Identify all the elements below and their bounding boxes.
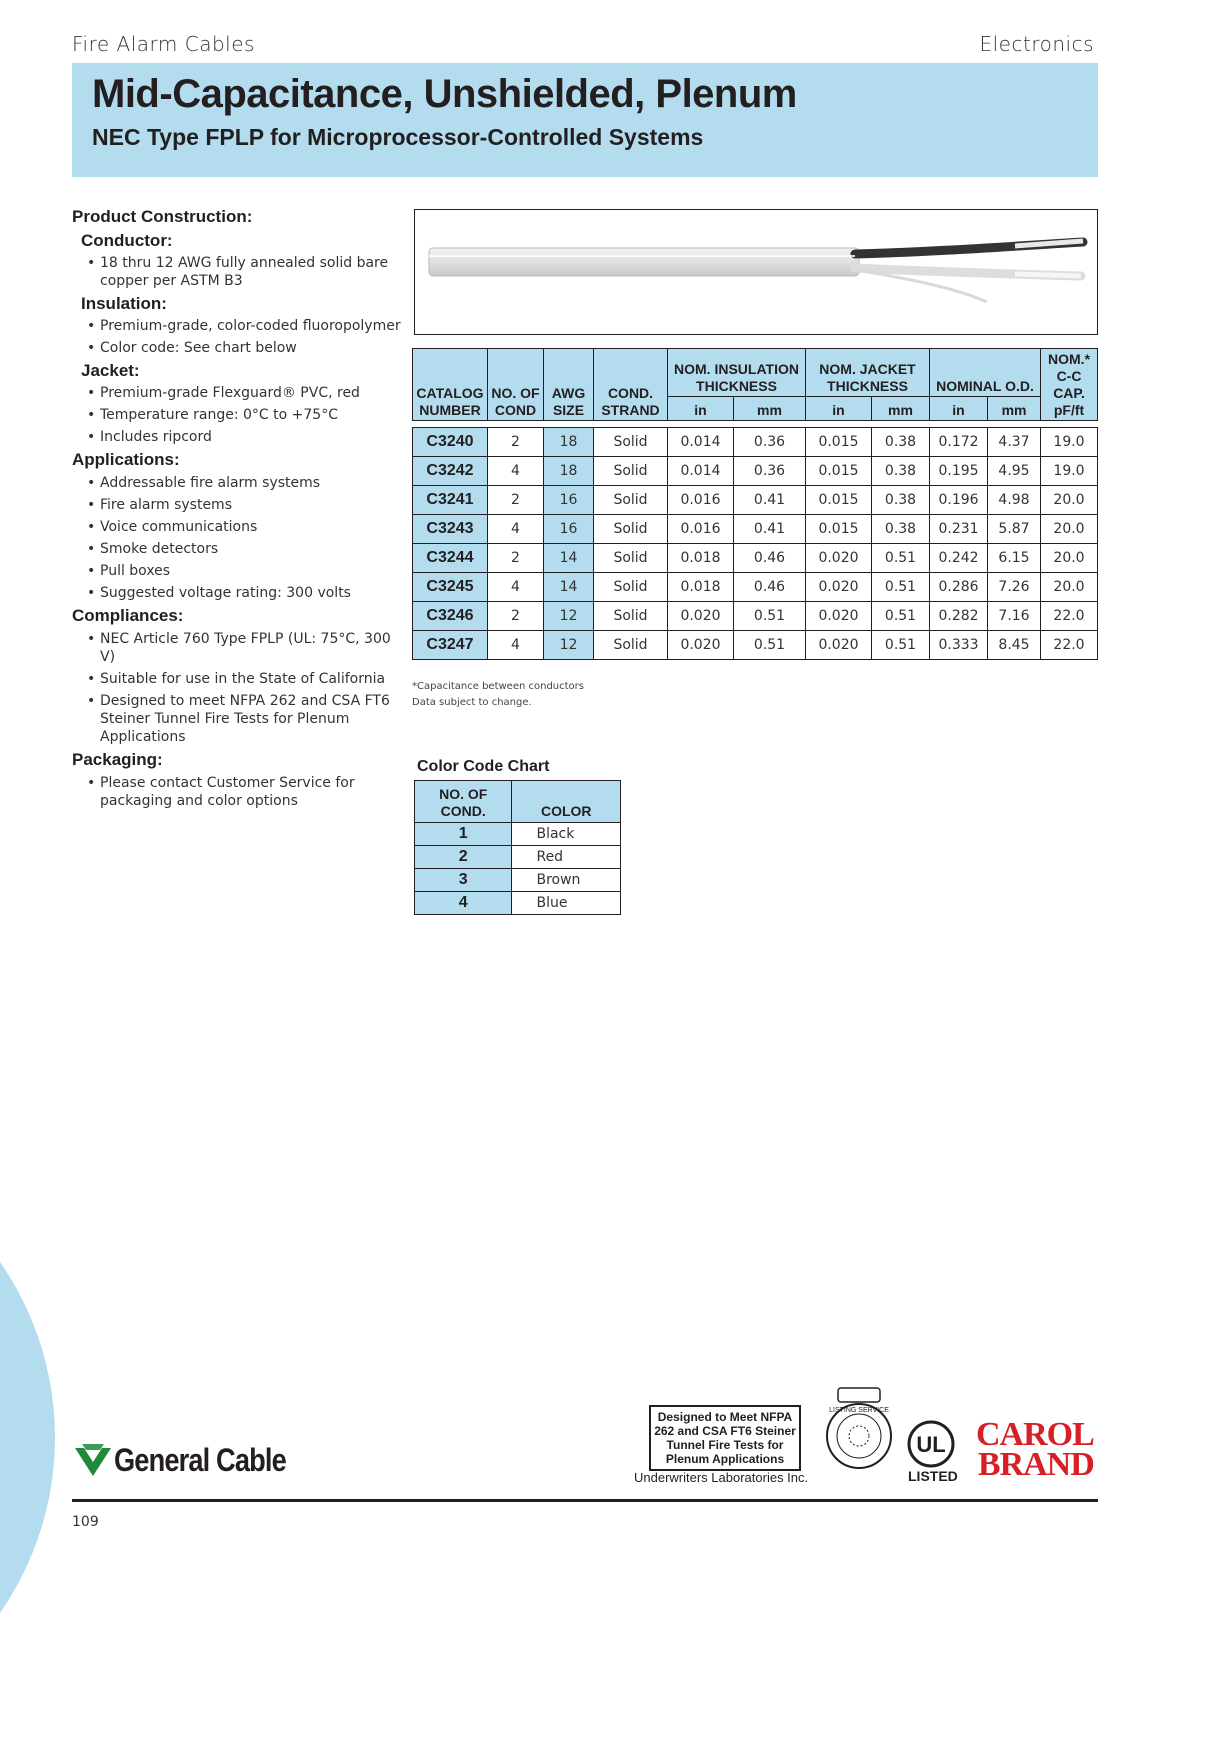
spacer [413, 421, 1098, 428]
color-code-table [414, 780, 621, 915]
cell: 14 [544, 544, 594, 573]
cell: Solid [594, 457, 668, 486]
cell: 0.196 [930, 486, 988, 515]
cell: 0.015 [806, 486, 872, 515]
cell: Solid [594, 544, 668, 573]
cell: 0.51 [872, 631, 930, 660]
list-item: • Suggested voltage rating: 300 volts [87, 584, 402, 602]
cell: 2 [488, 486, 544, 515]
table-row [413, 486, 1098, 515]
cell: 7.26 [988, 573, 1041, 602]
cell: 12 [544, 631, 594, 660]
cell: Solid [594, 428, 668, 457]
cell: 0.38 [872, 457, 930, 486]
cell: 20.0 [1041, 515, 1098, 544]
cell: 0.016 [668, 515, 734, 544]
table-row [413, 515, 1098, 544]
list-item: • 18 thru 12 AWG fully annealed solid bare copper per ASTM B3 [87, 254, 402, 290]
packaging-heading: Packaging: [72, 750, 163, 769]
cell: 0.172 [930, 428, 988, 457]
cell: 0.41 [734, 515, 806, 544]
applications-heading: Applications: [72, 450, 180, 469]
cell: 4.95 [988, 457, 1041, 486]
cell: 16 [544, 486, 594, 515]
cell: Solid [594, 486, 668, 515]
catalog-number: C3244 [413, 544, 488, 573]
list-item: • Premium-grade Flexguard® PVC, red [87, 384, 402, 402]
list-item: • Temperature range: 0°C to +75°C [87, 406, 402, 424]
cell: 0.018 [668, 573, 734, 602]
cell: 4.37 [988, 428, 1041, 457]
page-title: Mid-Capacitance, Unshielded, Plenum [92, 72, 797, 116]
list-item: • NEC Article 760 Type FPLP (UL: 75°C, 300 V) [87, 630, 402, 666]
ul-inc-label: Underwriters Laboratories Inc. [634, 1470, 809, 1485]
cell: 0.016 [668, 486, 734, 515]
color-name: Black [512, 823, 621, 846]
ul-listed-icon [906, 1420, 956, 1468]
cell: 0.015 [806, 428, 872, 457]
list-item: • Premium-grade, color-coded fluoropolymer [87, 317, 402, 335]
cell: 4 [488, 515, 544, 544]
cell: 0.014 [668, 457, 734, 486]
cell: 4.98 [988, 486, 1041, 515]
product-construction-heading: Product Construction: [72, 207, 253, 226]
table-row [415, 823, 621, 846]
ul-mark: UL [916, 1432, 946, 1457]
cell: 20.0 [1041, 573, 1098, 602]
footer-divider [72, 1499, 1098, 1502]
cell: 0.195 [930, 457, 988, 486]
list-item: • Includes ripcord [87, 428, 402, 446]
cell: 2 [488, 602, 544, 631]
cell: 2 [488, 428, 544, 457]
color-chart-title: Color Code Chart [417, 758, 550, 775]
cell: 7.16 [988, 602, 1041, 631]
compliances-heading: Compliances: [72, 606, 184, 625]
unit-mm: mm [988, 397, 1041, 421]
cond-number: 1 [415, 823, 512, 846]
cond-number: 4 [415, 892, 512, 915]
capacitance-note: *Capacitance between conductors [412, 681, 584, 692]
cell: 0.38 [872, 486, 930, 515]
jacket-heading: Jacket: [81, 361, 140, 380]
cell: 8.45 [988, 631, 1041, 660]
list-item: • Addressable fire alarm systems [87, 474, 402, 492]
catalog-number: C3246 [413, 602, 488, 631]
cell: 0.286 [930, 573, 988, 602]
cell: 2 [488, 544, 544, 573]
col-capacitance: NOM.* C-C CAP. pF/ft [1041, 349, 1098, 421]
category-label: Electronics [979, 32, 1094, 56]
catalog-number: C3241 [413, 486, 488, 515]
cell: 16 [544, 515, 594, 544]
catalog-number: C3243 [413, 515, 488, 544]
unit-in: in [930, 397, 988, 421]
col-catalog-number: CATALOG NUMBER [413, 349, 488, 421]
cell: 0.242 [930, 544, 988, 573]
cell: 0.020 [668, 602, 734, 631]
color-name: Blue [512, 892, 621, 915]
cell: 0.020 [668, 631, 734, 660]
carol-text: CAROL [976, 1416, 1094, 1453]
cell: 20.0 [1041, 486, 1098, 515]
cell: 19.0 [1041, 428, 1098, 457]
list-item: • Smoke detectors [87, 540, 402, 558]
col-cond-strand: COND. STRAND [594, 349, 668, 421]
compliances-list [72, 630, 402, 746]
cell: 22.0 [1041, 631, 1098, 660]
cell: Solid [594, 602, 668, 631]
seal-text: LISTING SERVICE [829, 1407, 889, 1414]
page-subtitle: NEC Type FPLP for Microprocessor-Controlled Systems [92, 124, 704, 150]
cond-number: 2 [415, 846, 512, 869]
color-name: Red [512, 846, 621, 869]
carol-brand-logo [976, 1416, 1094, 1483]
california-listing-seal-icon [820, 1386, 898, 1474]
cell: Solid [594, 515, 668, 544]
cell: 18 [544, 428, 594, 457]
cell: 19.0 [1041, 457, 1098, 486]
unit-mm: mm [734, 397, 806, 421]
cell: 14 [544, 573, 594, 602]
cell: 0.015 [806, 457, 872, 486]
table-row [413, 544, 1098, 573]
cell: 5.87 [988, 515, 1041, 544]
list-item: • Fire alarm systems [87, 496, 402, 514]
conductor-heading: Conductor: [81, 231, 173, 250]
decorative-circle [0, 1130, 55, 1745]
table-row [413, 457, 1098, 486]
page-number: 109 [72, 1514, 99, 1530]
catalog-number: C3240 [413, 428, 488, 457]
cell: 6.15 [988, 544, 1041, 573]
section-label: Fire Alarm Cables [72, 32, 255, 56]
cell: 0.020 [806, 573, 872, 602]
list-item: • Voice communications [87, 518, 402, 536]
brand-text: BRAND [977, 1446, 1094, 1483]
col-insulation-thickness: NOM. INSULATION THICKNESS [668, 349, 806, 397]
conductor-list [72, 254, 402, 290]
cell: 0.014 [668, 428, 734, 457]
jacket-list [72, 384, 402, 446]
cell: 20.0 [1041, 544, 1098, 573]
cell: 12 [544, 602, 594, 631]
cell: 4 [488, 631, 544, 660]
table-row [413, 428, 1098, 457]
table-row [413, 631, 1098, 660]
col-awg-size: AWG SIZE [544, 349, 594, 421]
catalog-number: C3242 [413, 457, 488, 486]
cell: 22.0 [1041, 602, 1098, 631]
col-jacket-thickness: NOM. JACKET THICKNESS [806, 349, 930, 397]
col-no-of-cond: NO. OF COND [488, 349, 544, 421]
cell: 0.51 [734, 602, 806, 631]
cell: 0.38 [872, 428, 930, 457]
col-color: COLOR [512, 781, 621, 823]
color-name: Brown [512, 869, 621, 892]
unit-in: in [668, 397, 734, 421]
cell: 0.333 [930, 631, 988, 660]
unit-mm: mm [872, 397, 930, 421]
cell: 0.46 [734, 573, 806, 602]
ul-listed-label: LISTED [908, 1468, 958, 1484]
list-item: • Please contact Customer Service for packaging and color options [87, 774, 402, 810]
table-row [415, 846, 621, 869]
cell: 0.36 [734, 428, 806, 457]
brand-name: General Cable [114, 1441, 286, 1478]
col-nominal-od: NOMINAL O.D. [930, 349, 1041, 397]
cell: 0.46 [734, 544, 806, 573]
cell: 4 [488, 457, 544, 486]
list-item: • Color code: See chart below [87, 339, 402, 357]
cell: 0.51 [872, 602, 930, 631]
cell: 0.282 [930, 602, 988, 631]
general-cable-icon [72, 1440, 114, 1480]
cell: 0.51 [872, 544, 930, 573]
cell: Solid [594, 573, 668, 602]
cell: 0.38 [872, 515, 930, 544]
cell: 0.015 [806, 515, 872, 544]
cell: 0.020 [806, 544, 872, 573]
col-no-of-cond: NO. OF COND. [415, 781, 512, 823]
cell: Solid [594, 631, 668, 660]
product-construction-column [72, 205, 402, 814]
table-row [415, 869, 621, 892]
insulation-list [72, 317, 402, 357]
cell: 0.51 [872, 573, 930, 602]
unit-in: in [806, 397, 872, 421]
data-change-note: Data subject to change. [412, 697, 532, 708]
cell: 0.020 [806, 631, 872, 660]
list-item: • Designed to meet NFPA 262 and CSA FT6 Steiner Tunnel Fire Tests for Plenum Applications [87, 692, 402, 746]
cell: 0.41 [734, 486, 806, 515]
cable-illustration [415, 210, 1097, 334]
list-item: • Pull boxes [87, 562, 402, 580]
list-item: • Suitable for use in the State of California [87, 670, 402, 688]
cable-image [414, 209, 1098, 335]
packaging-list [72, 774, 402, 810]
cond-number: 3 [415, 869, 512, 892]
cell: 0.51 [734, 631, 806, 660]
spec-table [412, 348, 1098, 660]
cell: 0.020 [806, 602, 872, 631]
table-row [415, 892, 621, 915]
cell: 0.36 [734, 457, 806, 486]
applications-list [72, 474, 402, 602]
table-row [413, 602, 1098, 631]
general-cable-logo [72, 1440, 316, 1480]
insulation-heading: Insulation: [81, 294, 167, 313]
cell: 0.018 [668, 544, 734, 573]
catalog-number: C3247 [413, 631, 488, 660]
cell: 0.231 [930, 515, 988, 544]
cell: 4 [488, 573, 544, 602]
cell: 18 [544, 457, 594, 486]
catalog-number: C3245 [413, 573, 488, 602]
nfpa-badge: Designed to Meet NFPA 262 and CSA FT6 Steiner Tunnel Fire Tests for Plenum Applications [649, 1405, 801, 1471]
table-row [413, 573, 1098, 602]
